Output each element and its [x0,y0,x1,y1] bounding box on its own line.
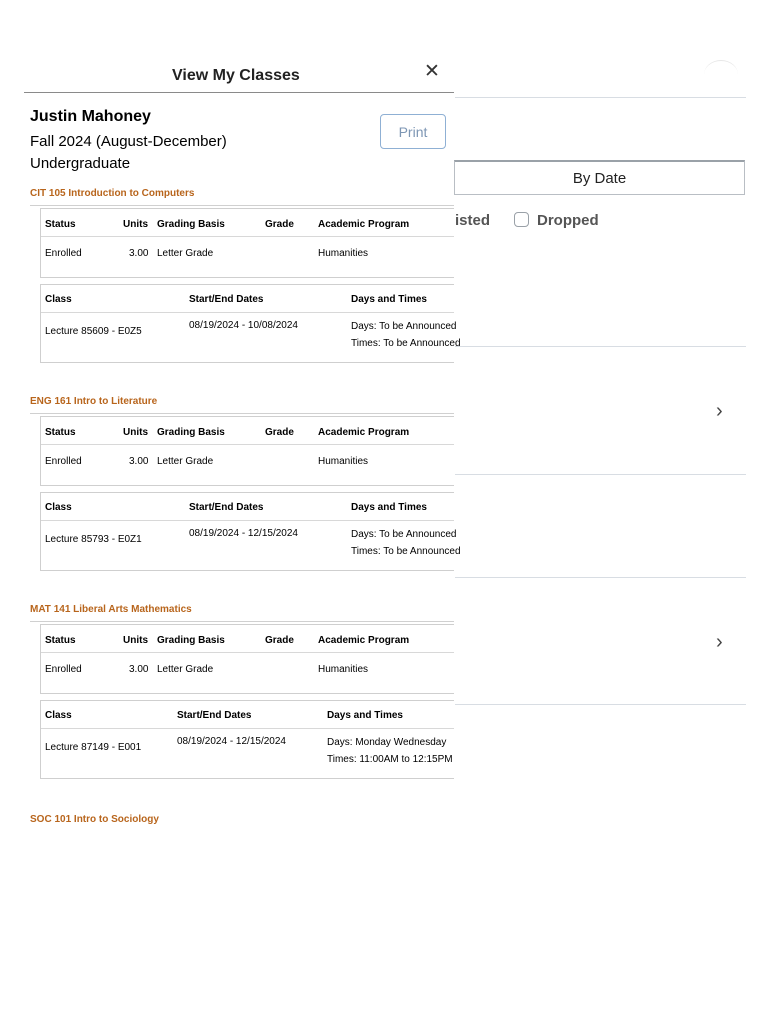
by-date-toggle[interactable] [454,160,745,195]
view-my-classes-modal [0,54,461,825]
status-value: Enrolled [45,248,82,259]
table-header-row [41,417,454,445]
dates-value: 08/19/2024 - 12/15/2024 [177,736,286,747]
dates-value: 08/19/2024 - 10/08/2024 [189,320,298,331]
table-row [41,313,461,363]
divider [30,205,454,206]
column-header: Days and Times [327,710,403,721]
column-header: Grading Basis [157,427,225,438]
background-divider [455,97,746,98]
grading-basis-value: Letter Grade [157,664,214,675]
background-divider [455,346,746,347]
background-divider [455,474,746,475]
column-header: Grade [265,427,294,438]
column-header: Grade [265,635,294,646]
days-value: Days: To be Announced [351,529,457,540]
table-row [41,445,454,485]
column-header: Units [123,635,148,646]
divider [30,413,454,414]
course-section [30,188,461,349]
column-header: Class [45,502,72,513]
column-header: Class [45,710,72,721]
dates-value: 08/19/2024 - 12/15/2024 [189,528,298,539]
print-button[interactable]: Print [380,114,446,149]
times-value: Times: To be Announced [351,546,461,557]
column-header: Units [123,427,148,438]
course-title: MAT 141 Liberal Arts Mathematics [30,604,192,615]
dropped-checkbox[interactable] [514,212,529,227]
table-header-row [41,209,454,237]
status-value: Enrolled [45,664,82,675]
chevron-right-icon[interactable]: › [716,631,723,653]
class-value: Lecture 87149 - E001 [45,742,142,753]
dropped-filter-label: Dropped [537,212,599,229]
table-header-row [41,701,454,729]
student-name: Justin Mahoney [30,108,151,125]
modal-header [24,54,454,93]
table-header-row [41,493,454,521]
column-header: Academic Program [318,219,410,230]
column-header: Units [123,219,148,230]
course-section [30,604,454,765]
column-header: Academic Program [318,427,410,438]
column-header: Academic Program [318,635,410,646]
units-value: 3.00 [129,456,149,467]
column-header: Class [45,294,72,305]
column-header: Grading Basis [157,219,225,230]
column-header: Start/End Dates [189,502,264,513]
class-table [40,492,461,571]
modal-title: View My Classes [172,67,300,84]
grading-basis-value: Letter Grade [157,248,214,259]
column-header: Status [45,635,76,646]
units-value: 3.00 [129,664,149,675]
table-row [41,237,454,277]
grading-basis-value: Letter Grade [157,456,214,467]
career-label: Undergraduate [30,155,131,172]
column-header: Grade [265,219,294,230]
column-header: Grading Basis [157,635,225,646]
by-date-label: By Date [572,169,627,187]
class-table [40,700,454,779]
course-title: CIT 105 Introduction to Computers [30,188,195,199]
table-row [41,653,454,693]
background-divider [455,704,746,705]
class-value: Lecture 85609 - E0Z5 [45,326,142,337]
table-row [41,729,454,779]
enrollment-table [40,624,454,694]
status-value: Enrolled [45,456,82,467]
column-header: Start/End Dates [177,710,252,721]
enrollment-table [40,208,454,278]
enrollment-table [40,416,454,486]
course-section [30,396,461,557]
background-divider [455,577,746,578]
program-value: Humanities [318,248,369,259]
table-header-row [41,625,454,653]
class-table [40,284,461,363]
times-value: Times: To be Announced [351,338,461,349]
close-icon[interactable]: ✕ [424,61,440,82]
days-value: Days: To be Announced [351,321,457,332]
chevron-right-icon[interactable]: › [716,400,723,422]
table-header-row [41,285,454,313]
course-title: ENG 161 Intro to Literature [30,396,158,407]
class-value: Lecture 85793 - E0Z1 [45,534,142,545]
term-label: Fall 2024 (August-December) [30,133,227,150]
column-header: Days and Times [351,294,427,305]
waitlisted-filter-label: isted [455,212,491,229]
table-row [41,521,461,571]
times-value: Times: 11:00AM to 12:15PM [327,754,453,765]
column-header: Status [45,427,76,438]
program-value: Humanities [318,664,369,675]
background-avatar-edge [704,60,738,89]
days-value: Days: Monday Wednesday [327,737,447,748]
column-header: Start/End Dates [189,294,264,305]
units-value: 3.00 [129,248,149,259]
column-header: Status [45,219,76,230]
divider [30,621,454,622]
program-value: Humanities [318,456,369,467]
course-title: SOC 101 Intro to Sociology [30,814,159,825]
column-header: Days and Times [351,502,427,513]
